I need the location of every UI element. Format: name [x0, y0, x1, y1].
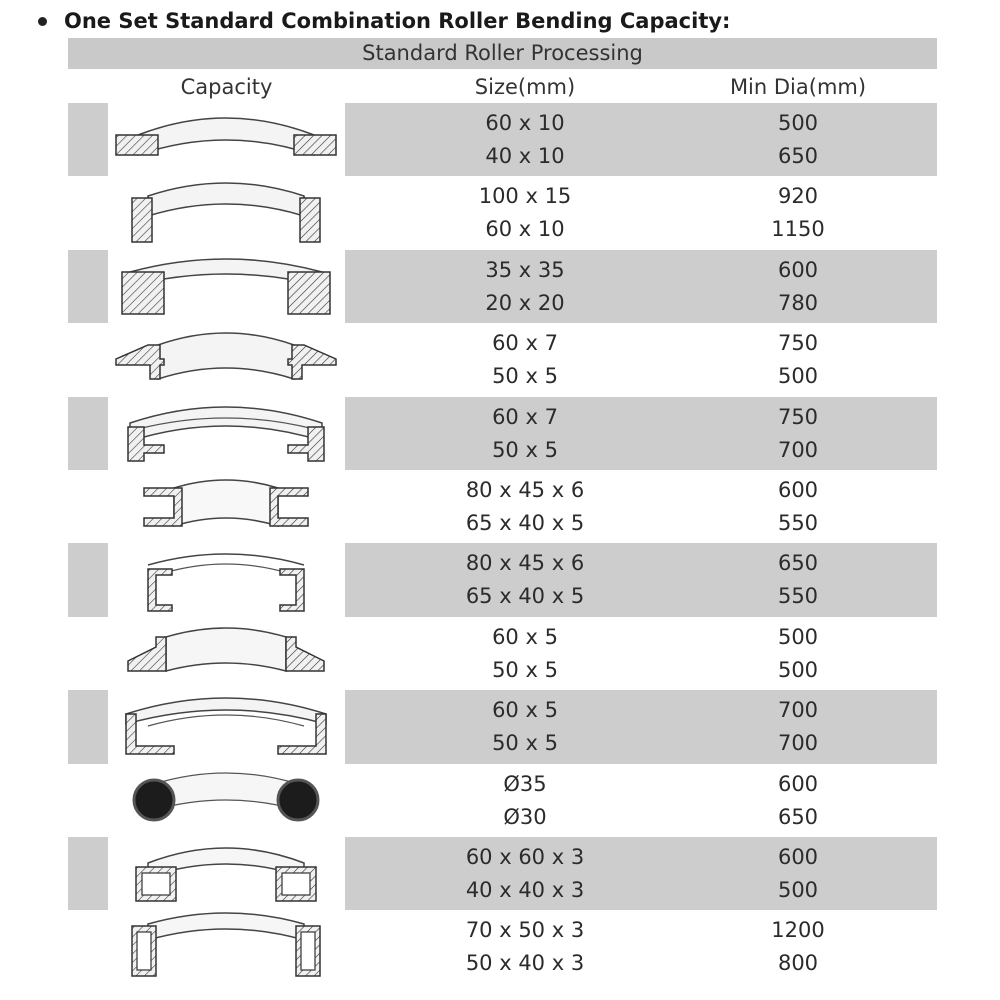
profile-figure	[108, 764, 345, 837]
min-dia-value: 650	[777, 804, 819, 829]
table-row	[68, 543, 937, 616]
size-value: 80 x 45 x 6	[465, 477, 585, 502]
profile-figure	[108, 323, 345, 396]
size-value: Ø35	[503, 771, 547, 796]
size-value: 20 x 20	[485, 290, 565, 315]
size-value: 50 x 5	[492, 364, 558, 389]
size-value: 65 x 40 x 5	[465, 510, 585, 535]
profile-figure	[108, 250, 345, 323]
size-value: 50 x 5	[492, 657, 558, 682]
table-row	[68, 470, 937, 543]
min-dia-value: 1200	[771, 918, 825, 943]
min-dia-value: 800	[777, 951, 819, 976]
min-dia-value: 600	[777, 844, 819, 869]
size-value: 60 x 5	[492, 624, 558, 649]
min-dia-value: 700	[777, 731, 819, 756]
min-dia-value: 650	[777, 551, 819, 576]
profile-figure	[108, 837, 345, 910]
profile-figure	[108, 470, 345, 543]
min-dia-value: 600	[777, 477, 819, 502]
bullet-icon	[38, 17, 47, 26]
square-tube-icon	[108, 837, 345, 910]
size-value: 80 x 45 x 6	[465, 551, 585, 576]
size-value: 60 x 10	[485, 111, 565, 135]
rect-tube-icon	[108, 910, 345, 983]
channel-inward-icon	[108, 543, 345, 616]
table-row	[68, 250, 937, 323]
table-row	[68, 617, 937, 690]
profile-figure	[108, 176, 345, 249]
size-value: 100 x 15	[478, 184, 572, 209]
round-bar-icon	[108, 764, 345, 837]
min-dia-value: 750	[777, 404, 819, 429]
size-value: 70 x 50 x 3	[465, 918, 585, 943]
table-row	[68, 837, 937, 910]
square-bar-icon	[108, 250, 345, 323]
tee-inward-icon	[108, 397, 345, 470]
size-value: 35 x 35	[485, 257, 565, 282]
profile-figure	[108, 690, 345, 763]
page-title	[38, 6, 730, 36]
size-value: 60 x 60 x 3	[465, 844, 585, 869]
table-row	[68, 323, 937, 396]
table-row	[68, 397, 937, 470]
min-dia-value: 500	[777, 657, 819, 682]
table-row	[68, 690, 937, 763]
min-dia-value: 500	[777, 364, 819, 389]
flat-bar-horizontal-icon	[108, 103, 345, 176]
min-dia-value: 780	[777, 290, 819, 315]
size-value: 60 x 7	[492, 404, 558, 429]
size-value: 50 x 5	[492, 731, 558, 756]
capacity-table	[68, 103, 937, 984]
min-dia-value: 700	[777, 698, 819, 723]
angle-inward-icon	[108, 690, 345, 763]
column-header-min-dia: Min Dia(mm)	[729, 75, 867, 99]
min-dia-value: 600	[777, 771, 819, 796]
profile-figure	[108, 397, 345, 470]
table-banner: Standard Roller Processing	[68, 38, 937, 69]
min-dia-value: 550	[777, 510, 819, 535]
column-header-capacity: Capacity	[180, 75, 273, 99]
min-dia-value: 500	[777, 877, 819, 902]
min-dia-value: 920	[777, 184, 819, 209]
channel-outward-icon	[108, 470, 345, 543]
min-dia-value: 650	[777, 144, 819, 168]
page-title-text: One Set Standard Combination Roller Bending Capacity:	[64, 9, 731, 33]
size-value: Ø30	[503, 804, 547, 829]
table-row	[68, 103, 937, 176]
profile-figure	[108, 617, 345, 690]
min-dia-value: 1150	[771, 217, 825, 242]
min-dia-value: 600	[777, 257, 819, 282]
min-dia-value: 700	[777, 437, 819, 462]
size-value: 65 x 40 x 5	[465, 584, 585, 609]
profile-figure	[108, 543, 345, 616]
size-value: 40 x 10	[485, 144, 565, 168]
flat-bar-vertical-icon	[108, 176, 345, 249]
size-value: 60 x 10	[485, 217, 565, 242]
profile-figure	[108, 103, 345, 176]
min-dia-value: 550	[777, 584, 819, 609]
size-value: 50 x 5	[492, 437, 558, 462]
tee-outward-icon	[108, 323, 345, 396]
column-header-size: Size(mm)	[474, 75, 576, 99]
size-value: 40 x 40 x 3	[465, 877, 585, 902]
size-value: 60 x 7	[492, 331, 558, 356]
size-value: 60 x 5	[492, 698, 558, 723]
size-value: 50 x 40 x 3	[465, 951, 585, 976]
profile-figure	[108, 910, 345, 983]
table-row	[68, 764, 937, 837]
min-dia-value: 750	[777, 331, 819, 356]
min-dia-value: 500	[777, 111, 819, 135]
angle-outward-icon	[108, 617, 345, 690]
min-dia-value: 500	[777, 624, 819, 649]
table-row	[68, 910, 937, 983]
table-row	[68, 176, 937, 249]
